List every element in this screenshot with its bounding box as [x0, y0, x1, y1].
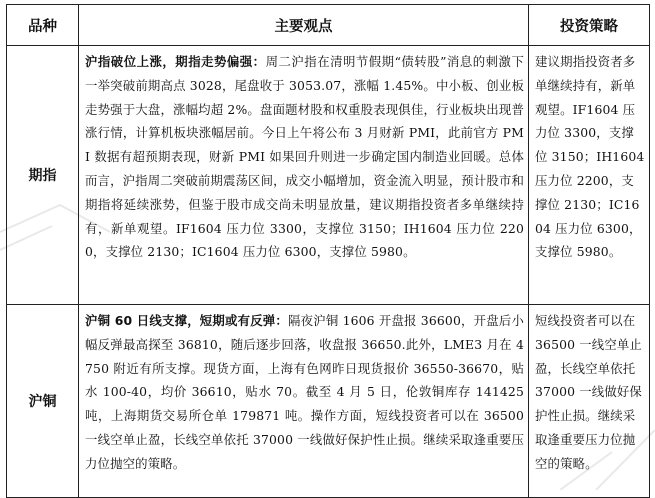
table-row	[7, 305, 650, 498]
header-main-view: 主要观点	[79, 5, 529, 46]
strategy-cell: 建议期指投资者多单继续持有，新单观望。IF1604 压力位 3300，支撑位 3150；IH1604 压力位 2200，支撑位 2130；IC1604 压力位 6300，支撑位 5980。	[529, 46, 650, 305]
category-cell: 期指	[7, 46, 79, 305]
header-variety: 品种	[7, 5, 79, 46]
main-view-cell	[79, 46, 529, 305]
header-strategy: 投资策略	[529, 5, 650, 46]
view-body: 周二沪指在清明节假期“债转股”消息的刺激下一举突破前期高点 3028，尾盘收于 3053.07，涨幅 1.45%。中小板、创业板走势强于大盘，涨幅均超 2%。盘面题材股和权重股表现俱佳，行业板块出现普涨行情，计算机板块涨幅居前。今日上午将公布 3 月财新 PMI，此前官方 PMI 数据有超预期表现，财新 PMI 如果回升则进一步确定国内制造业回暖。总体而言，沪指周二突破前期震荡区间，成交小幅增加，资金流入明显，预计股市和期指将延续涨势，但鉴于股市成交尚未明显放量，建议期指投资者多单继续持有，新单观望。IF1604 压力位 3300，支撑位 3150；IH1604 压力位 2200，支撑位 2130；IC1604 压力位 6300，支撑位 5980。	[85, 54, 524, 260]
table-row	[7, 46, 650, 305]
table-header-row	[7, 5, 650, 46]
view-body: 隔夜沪铜 1606 开盘报 36600，开盘后小幅反弹最高探至 36810，随后逐步回落，收盘报 36650.此外，LME3 月在 4750 附近有所支撑。现货方面，上海有色网昨日现货报价 36550-36670，贴水 100-40，均价 36610，贴水 70。截至 4 月 5 日，伦敦铜库存 141425 吨，上海期货交易所仓单 179871 吨。操作方面，短线投资者可以在 36500 一线空单止盈，长线空单依托 37000 一线做好保护性止损。继续采取逢重要压力位抛空的策略。	[85, 313, 524, 471]
category-cell: 沪铜	[7, 305, 79, 498]
analysis-table	[6, 4, 650, 498]
view-lead: 沪指破位上涨，期指走势偏强：	[85, 54, 266, 69]
strategy-cell: 短线投资者可以在 36500 一线空单止盈，长线空单依托 37000 一线做好保护性止损。继续采取逢重要压力位抛空的策略。	[529, 305, 650, 498]
main-view-cell	[79, 305, 529, 498]
view-lead: 沪铜 60 日线支撑，短期或有反弹：	[85, 313, 289, 328]
